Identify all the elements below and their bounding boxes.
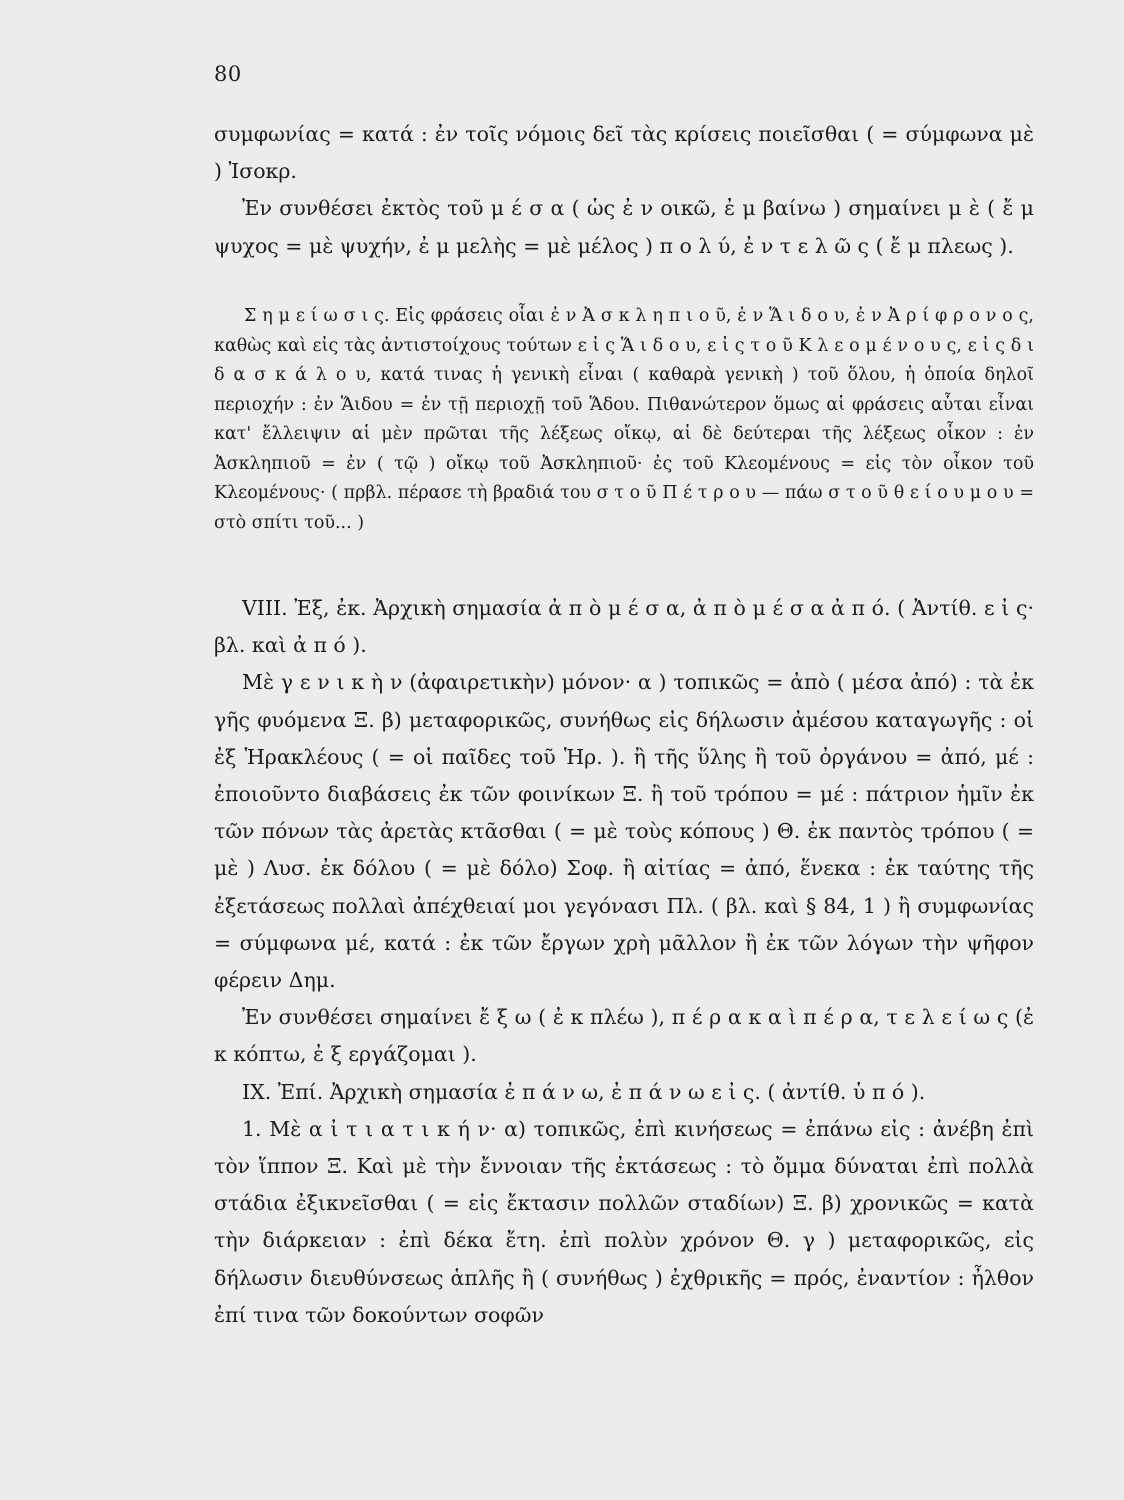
note-paragraph: Σ η μ ε ί ω σ ι ς. Εἰς φράσεις οἷαι ἐ ν Ἀ σ κ λ η π ι ο ῦ, ἐ ν Ἅ ι δ ο υ, ἐ ν Ἀ ρ ί φ ρ ο ν ο ς, καθὼς καὶ εἰς τὰς ἀντιστοίχους τούτων ε ἰ ς Ἅ ι δ ο υ, ε ἰ ς τ ο ῦ Κ λ ε ο μ έ ν ο υ ς, ε ἰ ς δ ι δ α σ κ ά λ ο υ, κατά τινας ἡ γενικὴ εἶναι ( καθαρὰ γενικὴ ) τοῦ ὅλου, ἡ ὁποία δηλοῖ περιοχήν : ἐν Ἅιδου = ἐν τῇ περιοχῇ τοῦ Ἅδου. Πιθανώτερον ὅμως αἱ φράσεις αὗται εἶναι κατ' ἔλλειψιν αἱ μὲν πρῶται τῆς λέξεως οἴκῳ, αἱ δὲ δεύτεραι τῆς λέξεως οἶκον : ἐν Ἀσκληπιοῦ = ἐν ( τῷ ) οἴκῳ τοῦ Ἀσκληπιοῦ· ἐς τοῦ Κλεομένους = εἰς τὸν οἶκον τοῦ Κλεομένους· ( πρβλ. πέρασε τὴ βραδιά του σ τ ο ῦ Π έ τ ρ ο υ — πάω σ τ ο ῦ θ ε ί ο υ μ ο υ = στὸ σπίτι τοῦ... ) bbox=[214, 306, 1034, 533]
section-viii-genitive: Μὲ γ ε ν ι κ ὴ ν (ἀφαιρετικὴν) μόνον· α ) τοπικῶς = ἀπὸ ( μέσα ἀπό) : τὰ ἐκ γῆς φυόμενα Ξ. β) μεταφορικῶς, συνήθως εἰς δήλωσιν ἀμέσου καταγωγῆς : οἱ ἐξ Ἡρακλέους ( = οἱ παῖδες τοῦ Ἡρ. ). ἢ τῆς ὕλης ἢ τοῦ ὀργάνου = ἀπό, μέ : ἐποιοῦντο διαβάσεις ἐκ τῶν φοινίκων Ξ. ἢ τοῦ τρόπου = μέ : πάτριον ἡμῖν ἐκ τῶν πόνων τὰς ἀρετὰς κτᾶσθαι ( = μὲ τοὺς κόπους ) Θ. ἐκ παντὸς τρόπου ( = μὲ ) Λυσ. ἐκ δόλου ( = μὲ δόλο) Σοφ. ἢ αἰτίας = ἀπό, ἕνεκα : ἐκ ταύτης τῆς ἐξετάσεως πολλαὶ ἀπέχθειαί μοι γεγόνασι Πλ. ( βλ. καὶ § 84, 1 ) ἢ συμφωνίας = σύμφωνα μέ, κατά : ἐκ τῶν ἔργων χρὴ μᾶλλον ἢ ἐκ τῶν λόγων τὴν ψῆφον φέρειν Δημ. bbox=[214, 670, 1034, 993]
section-ix-heading: IX. Ἐπί. Ἀρχικὴ σημασία ἐ π ά ν ω, ἐ π ά ν ω ε ἰ ς. ( ἀντίθ. ὑ π ό ). bbox=[242, 1079, 926, 1104]
section-viii-heading: VIII. Ἐξ, ἐκ. Ἀρχικὴ σημασία ἀ π ὸ μ έ σ α, ἀ π ὸ μ έ σ α ἀ π ό. ( Ἀντίθ. ε ἰ ς· βλ. καὶ ἀ π ό ). bbox=[214, 596, 1034, 658]
note-block bbox=[214, 302, 1034, 538]
paragraph-en-synthesei: Ἐν συνθέσει ἐκτὸς τοῦ μ έ σ α ( ὡς ἐ ν οικῶ, ἐ μ βαίνω ) σημαίνει μ ὲ ( ἔ μ ψυχος = μὲ ψυχήν, ἐ μ μελὴς = μὲ μέλος ) π ο λ ύ, ἐ ν τ ε λ ῶ ς ( ἔ μ πλεως ). bbox=[214, 196, 1034, 258]
section-ix-accusative: 1. Μὲ α ἰ τ ι α τ ι κ ή ν· α) τοπικῶς, ἐπὶ κινήσεως = ἐπάνω εἰς : ἀνέβη ἐπὶ τὸν ἵππον Ξ. Καὶ μὲ τὴν ἔννοιαν τῆς ἐκτάσεως : τὸ ὄμμα δύναται ἐπὶ πολλὰ στάδια ἐξικνεῖσθαι ( = εἰς ἔκτασιν πολλῶν σταδίων) Ξ. β) χρονικῶς = κατὰ τὴν διάρκειαν : ἐπὶ δέκα ἔτη. ἐπὶ πολὺν χρόνον Θ. γ ) μεταφορικῶς, εἰς δήλωσιν διευθύνσεως ἁπλῆς ἢ ( συνήθως ) ἐχθρικῆς = πρός, ἐναντίον : ἦλθον ἐπί τινα τῶν δοκούντων σοφῶν bbox=[214, 1116, 1034, 1327]
page-number: 80 bbox=[214, 62, 242, 86]
paragraph-symphonias: συμφωνίας = κατά : ἐν τοῖς νόμοις δεῖ τὰς κρίσεις ποιεῖσθαι ( = σύμφωνα μὲ ) Ἰσοκρ. bbox=[214, 122, 1034, 184]
main-text-top bbox=[214, 116, 1034, 265]
main-text-bottom bbox=[214, 590, 1034, 1334]
section-viii-synthesis: Ἐν συνθέσει σημαίνει ἔ ξ ω ( ἐ κ πλέω ), π έ ρ α κ α ὶ π έ ρ α, τ ε λ ε ί ω ς (ἐ κ κόπτω, ἐ ξ εργάζομαι ). bbox=[214, 1005, 1034, 1067]
